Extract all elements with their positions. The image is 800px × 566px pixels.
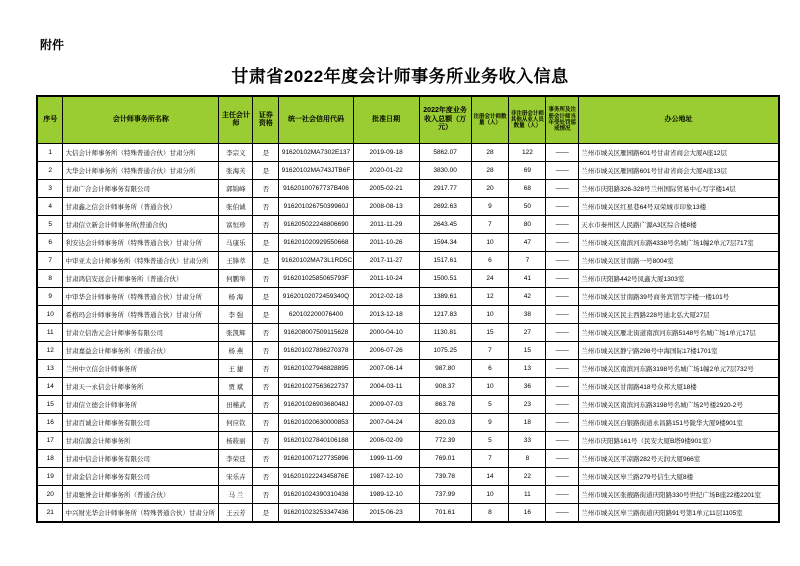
table-cell: 杨 海 — [219, 288, 253, 306]
table-cell: 2643.45 — [419, 216, 471, 234]
table-cell: —— — [546, 144, 579, 162]
table-cell: 是 — [253, 162, 279, 180]
table-cell: 68 — [509, 180, 546, 198]
table-cell: 15 — [471, 324, 509, 342]
table-cell: 兰州市庆阳路161号（民安大厦B塔9楼901室） — [579, 432, 779, 450]
table-cell: 5 — [471, 432, 509, 450]
table-cell: 利安达会计师事务所（特殊普通合伙）甘肃分所 — [63, 234, 219, 252]
table-cell: —— — [546, 234, 579, 252]
table-cell: —— — [546, 198, 579, 216]
table-cell: 甘肃立信浩元会计师事务有限公司 — [63, 324, 219, 342]
column-header: 主任会计师 — [219, 96, 253, 144]
table-cell: 何鹏举 — [219, 270, 253, 288]
table-cell: 是 — [253, 306, 279, 324]
table-cell: 大信会计师事务所（特殊普通合伙）甘肃分所 — [63, 144, 219, 162]
table-cell: 中审华会计师事务所（特殊普通合伙）甘肃分所 — [63, 288, 219, 306]
table-cell: 916201023253347436 — [279, 504, 353, 523]
table-cell: 2006-07-26 — [353, 342, 419, 360]
table-cell: 2006-02-09 — [353, 432, 419, 450]
table-cell: 2020-01-22 — [353, 162, 419, 180]
table-cell: 91620100767737B406 — [279, 180, 353, 198]
table-cell: 兰州市城关区张掖路街道庆阳路330号世纪广场B座22楼2201室 — [579, 486, 779, 504]
table-cell: 737.99 — [419, 486, 471, 504]
table-cell: 916201027840106188 — [279, 432, 353, 450]
table-cell: 否 — [253, 324, 279, 342]
table-cell: 是 — [253, 144, 279, 162]
table-cell: 916201027563622737 — [279, 378, 353, 396]
table-cell: 2 — [37, 162, 63, 180]
table-cell: 47 — [509, 234, 546, 252]
table-cell: —— — [546, 180, 579, 198]
table-cell: 11 — [37, 324, 63, 342]
table-cell: 否 — [253, 270, 279, 288]
table-cell: 甘肃鸿信安远会计师事务所（普通合伙） — [63, 270, 219, 288]
table-cell: 2015-06-23 — [353, 504, 419, 523]
table-cell: 41 — [509, 270, 546, 288]
table-cell: 兰州市城关区南滨河东路3198号名城广场1幢2单元7层732号 — [579, 360, 779, 378]
table-cell: 贾 斌 — [219, 378, 253, 396]
table-cell: 33 — [509, 432, 546, 450]
table-cell: 2005-02-21 — [353, 180, 419, 198]
table-cell: 916201020630000853 — [279, 414, 353, 432]
table-cell: 91620102690368048J — [279, 396, 353, 414]
table-cell: 21 — [37, 504, 63, 523]
table-cell: —— — [546, 216, 579, 234]
table-cell: 杨筱丽 — [219, 432, 253, 450]
table-cell: 42 — [509, 288, 546, 306]
table-cell: 5862.07 — [419, 144, 471, 162]
table-cell: 宋乐卉 — [219, 468, 253, 486]
table-cell: 1987-12-10 — [353, 468, 419, 486]
table-cell: 1389.61 — [419, 288, 471, 306]
table-cell: 20 — [37, 486, 63, 504]
table-row — [37, 216, 779, 234]
table-cell: 否 — [253, 468, 279, 486]
table-cell: 甘肃嘉益会计师事务所（普通合伙） — [63, 342, 219, 360]
table-row — [37, 198, 779, 216]
table-cell: 甘肃百诚会计师事务有限公司 — [63, 414, 219, 432]
table-cell: 91620102MA73L1RD5C — [279, 252, 353, 270]
table-cell: 1517.61 — [419, 252, 471, 270]
table-cell: 91620102585065793F — [279, 270, 353, 288]
table-cell: 916201007127735896 — [279, 450, 353, 468]
table-cell: 1217.83 — [419, 306, 471, 324]
table-cell: 2019-09-18 — [353, 144, 419, 162]
table-row — [37, 360, 779, 378]
table-cell: 富恒珍 — [219, 216, 253, 234]
table-cell: —— — [546, 432, 579, 450]
page-title: 甘肃省2022年度会计师事务所业务收入信息 — [231, 67, 569, 86]
table-cell: 772.39 — [419, 432, 471, 450]
table-cell: 马康乐 — [219, 234, 253, 252]
table-row — [37, 414, 779, 432]
table-header — [37, 96, 779, 144]
table-cell: 兰州市城关区甘南路39号商务宾馆写字楼一楼101号 — [579, 288, 779, 306]
table-cell: 7 — [471, 216, 509, 234]
table-cell: 兰州市城关区雁北街道南滨河东路5148号名城广场1单元17层 — [579, 324, 779, 342]
table-cell: 769.01 — [419, 450, 471, 468]
table-cell: 916201020929550668 — [279, 234, 353, 252]
table-cell: —— — [546, 252, 579, 270]
table-cell: 18 — [509, 414, 546, 432]
table-cell: —— — [546, 504, 579, 523]
table-cell: 23 — [509, 396, 546, 414]
table-cell: 1989-12-10 — [353, 486, 419, 504]
table-cell: 1500.51 — [419, 270, 471, 288]
table-cell: 9 — [471, 414, 509, 432]
table-cell: —— — [546, 468, 579, 486]
table-cell: 916208007509115628 — [279, 324, 353, 342]
table-cell: 希格玛会计师事务所（特殊普通合伙）甘肃分所 — [63, 306, 219, 324]
table-cell: 何应钦 — [219, 414, 253, 432]
revenue-table — [36, 95, 780, 523]
table-cell: 甘肃鑫之信会计师事务所（普通合伙） — [63, 198, 219, 216]
table-cell: 2011-10-26 — [353, 234, 419, 252]
table-cell: 甘肃中信会计师事务有限公司 — [63, 450, 219, 468]
table-cell: 中兴财光华会计师事务所（特殊普通合伙）甘肃分所 — [63, 504, 219, 523]
table-cell: 王 捷 — [219, 360, 253, 378]
table-row — [37, 270, 779, 288]
table-cell: —— — [546, 396, 579, 414]
table-cell: 6 — [37, 234, 63, 252]
table-cell: 908.37 — [419, 378, 471, 396]
table-cell: 甘肃信源会计师事务所 — [63, 432, 219, 450]
table-cell: 2011-11-29 — [353, 216, 419, 234]
table-cell: 916205022248806690 — [279, 216, 353, 234]
table-cell: 中审亚太会计师事务所（特殊普通合伙）甘肃分所 — [63, 252, 219, 270]
table-row — [37, 378, 779, 396]
table-cell: 3830.00 — [419, 162, 471, 180]
table-cell: 50 — [509, 198, 546, 216]
column-header: 2022年度业务收入总额（万元） — [419, 96, 471, 144]
table-cell: 1594.34 — [419, 234, 471, 252]
table-cell: 987.80 — [419, 360, 471, 378]
table-cell: 91620102675039960J — [279, 198, 353, 216]
table-cell: 18 — [37, 450, 63, 468]
table-cell: 36 — [509, 378, 546, 396]
table-cell: 2012-02-18 — [353, 288, 419, 306]
table-cell: 8 — [509, 450, 546, 468]
table-cell: 7 — [37, 252, 63, 270]
table-cell: 兰州市城关区静宁路298号中海国际17楼1701室 — [579, 342, 779, 360]
table-cell: 否 — [253, 360, 279, 378]
table-cell: —— — [546, 486, 579, 504]
table-cell: 否 — [253, 450, 279, 468]
table-cell: 620102200076400 — [279, 306, 353, 324]
table-row — [37, 144, 779, 162]
table-row — [37, 432, 779, 450]
table-cell: 1130.81 — [419, 324, 471, 342]
column-header: 事务所及注册会计师当年受处罚惩戒情况 — [546, 96, 579, 144]
table-cell: 916201024390310438 — [279, 486, 353, 504]
table-cell: 2011-10-24 — [353, 270, 419, 288]
table-cell: —— — [546, 378, 579, 396]
table-cell: 甘肃广合会计师事务有限公司 — [63, 180, 219, 198]
table-cell: 14 — [471, 468, 509, 486]
column-header: 序号 — [37, 96, 63, 144]
table-cell: 20 — [471, 180, 509, 198]
table-cell: 2007-06-14 — [353, 360, 419, 378]
table-cell: 10 — [471, 486, 509, 504]
table-cell: —— — [546, 324, 579, 342]
table-cell: 12 — [471, 288, 509, 306]
table-cell: 兰州市城关区民主西路228号迪北弘大厦27层 — [579, 306, 779, 324]
table-cell: 28 — [471, 144, 509, 162]
table-cell: 91620102224345876E — [279, 468, 353, 486]
table-cell: 16 — [509, 504, 546, 523]
table-cell: 2000-04-10 — [353, 324, 419, 342]
column-header: 注册会计师数量（人） — [471, 96, 509, 144]
table-row — [37, 486, 779, 504]
table-cell: 兰州市城关区甘南路418号众邦大厦18楼 — [579, 378, 779, 396]
table-cell: 17 — [37, 432, 63, 450]
table-cell: 7 — [509, 252, 546, 270]
table-cell: 张凯辉 — [219, 324, 253, 342]
table-cell: 兰州中立信会计师事务所 — [63, 360, 219, 378]
table-cell: 5 — [471, 396, 509, 414]
table-cell: 1075.25 — [419, 342, 471, 360]
table-cell: 38 — [509, 306, 546, 324]
table-cell: 兰州市庆阳路326-328号兰州国际贸易中心写字楼14层 — [579, 180, 779, 198]
table-row — [37, 306, 779, 324]
table-cell: 2009-07-03 — [353, 396, 419, 414]
table-cell: 91620102MA743JTB6F — [279, 162, 353, 180]
table-cell: 否 — [253, 432, 279, 450]
table-cell: 19 — [37, 468, 63, 486]
table-cell: 69 — [509, 162, 546, 180]
table-cell: 甘肃天一永信会计师事务所 — [63, 378, 219, 396]
table-cell: 兰州市城关区红星巷64号双荣城市印象13楼 — [579, 198, 779, 216]
table-cell: 6 — [471, 360, 509, 378]
table-cell: 张海芙 — [219, 162, 253, 180]
table-cell: 12 — [37, 342, 63, 360]
table-cell: 天水市秦州区人民路广源A3区综合楼8楼 — [579, 216, 779, 234]
table-row — [37, 234, 779, 252]
table-cell: 否 — [253, 414, 279, 432]
table-cell: 7 — [471, 450, 509, 468]
table-cell: —— — [546, 270, 579, 288]
table-cell: 91620102MA7302E137 — [279, 144, 353, 162]
table-cell: 13 — [37, 360, 63, 378]
table-cell: 11 — [509, 486, 546, 504]
table-cell: 甘肃信立德会计师事务所 — [63, 396, 219, 414]
table-cell: 14 — [37, 378, 63, 396]
table-cell: 22 — [509, 468, 546, 486]
column-header: 证券资格 — [253, 96, 279, 144]
table-cell: 2017-11-27 — [353, 252, 419, 270]
table-cell: 兰州市城关区雁园路601号甘肃省商会大厦A座13层 — [579, 162, 779, 180]
column-header: 办公地址 — [579, 96, 779, 144]
table-cell: 李 强 — [219, 306, 253, 324]
table-cell: —— — [546, 414, 579, 432]
table-cell: 甘肃信立新会计师事务所(普通合伙) — [63, 216, 219, 234]
table-cell: 820.03 — [419, 414, 471, 432]
table-cell: 王云芳 — [219, 504, 253, 523]
table-cell: 8 — [37, 270, 63, 288]
table-cell: 2004-03-11 — [353, 378, 419, 396]
table-cell: 马 兰 — [219, 486, 253, 504]
table-cell: 3 — [37, 180, 63, 198]
table-cell: 122 — [509, 144, 546, 162]
attachment-label: 附件 — [40, 38, 65, 52]
table-cell: 2917.77 — [419, 180, 471, 198]
table-cell: 兰州市城关区皋兰路279号信生大厦8楼 — [579, 468, 779, 486]
table-cell: 否 — [253, 396, 279, 414]
table-cell: 10 — [471, 306, 509, 324]
table-cell: 是 — [253, 234, 279, 252]
table-cell: 8 — [471, 504, 509, 523]
table-body — [37, 144, 779, 523]
table-cell: 916201027948828895 — [279, 360, 353, 378]
table-cell: 否 — [253, 198, 279, 216]
table-cell: 9 — [37, 288, 63, 306]
table-cell: 甘肃驰誉会计师事务所（普通合伙） — [63, 486, 219, 504]
table-cell: 2013-12-18 — [353, 306, 419, 324]
table-cell: 28 — [471, 162, 509, 180]
table-cell: 是 — [253, 252, 279, 270]
table-cell: 否 — [253, 342, 279, 360]
table-cell: 863.78 — [419, 396, 471, 414]
table-row — [37, 468, 779, 486]
table-cell: 兰州市庆阳路442号凤鑫大厦1303室 — [579, 270, 779, 288]
table-cell: 兰州市城关区皋兰路街道庆阳路91号第1单元11层1105室 — [579, 504, 779, 523]
column-header: 统一社会信用代码 — [279, 96, 353, 144]
table-cell: 杨 燕 — [219, 342, 253, 360]
table-row — [37, 252, 779, 270]
table-cell: —— — [546, 162, 579, 180]
table-cell: 15 — [509, 342, 546, 360]
table-row — [37, 162, 779, 180]
table-cell: 2692.63 — [419, 198, 471, 216]
table-cell: 李荣廷 — [219, 450, 253, 468]
table-cell: 16 — [37, 414, 63, 432]
table-cell: 否 — [253, 486, 279, 504]
table-row — [37, 180, 779, 198]
table-row — [37, 450, 779, 468]
table-cell: 兰州市城关区甘南路一号8004室 — [579, 252, 779, 270]
table-cell: 兰州市城关区白银路街道永昌路151号陇华大厦9楼901室 — [579, 414, 779, 432]
table-cell: 是 — [253, 288, 279, 306]
table-cell: 80 — [509, 216, 546, 234]
table-cell: 郭锦峰 — [219, 180, 253, 198]
column-header: 批准日期 — [353, 96, 419, 144]
table-cell: 否 — [253, 378, 279, 396]
table-cell: 9 — [471, 198, 509, 216]
table-cell: 10 — [471, 234, 509, 252]
table-cell: 是 — [253, 504, 279, 523]
table-cell: 大华会计师事务所（特殊普通合伙）甘肃分所 — [63, 162, 219, 180]
column-header: 会计师事务所名称 — [63, 96, 219, 144]
table-cell: 否 — [253, 180, 279, 198]
table-cell: 916201027896270378 — [279, 342, 353, 360]
table-cell: 甘肃金信会计师事务有限公司 — [63, 468, 219, 486]
table-cell: 15 — [37, 396, 63, 414]
table-cell: 10 — [37, 306, 63, 324]
table-cell: 兰州市城关区雁园路601号甘肃省商会大厦A座12层 — [579, 144, 779, 162]
table-cell: 2008-08-13 — [353, 198, 419, 216]
table-cell: 10 — [471, 378, 509, 396]
table-cell: 1 — [37, 144, 63, 162]
table-cell: 7 — [471, 342, 509, 360]
table-row — [37, 396, 779, 414]
table-cell: 6 — [471, 252, 509, 270]
table-cell: 李宗义 — [219, 144, 253, 162]
table-cell: 兰州市城关区平凉路282号天润大厦966室 — [579, 450, 779, 468]
table-cell: 田槿武 — [219, 396, 253, 414]
table-cell: 否 — [253, 216, 279, 234]
table-cell: —— — [546, 288, 579, 306]
table-cell: 24 — [471, 270, 509, 288]
table-cell: 91620102072459340Q — [279, 288, 353, 306]
table-cell: —— — [546, 342, 579, 360]
table-cell: 兰州市城关区南滨河东路3198号名城广场2号楼2920-2号 — [579, 396, 779, 414]
table-cell: 4 — [37, 198, 63, 216]
table-row — [37, 504, 779, 523]
table-cell: 1999-11-09 — [353, 450, 419, 468]
table-cell: 13 — [509, 360, 546, 378]
table-row — [37, 342, 779, 360]
table-cell: 5 — [37, 216, 63, 234]
table-cell: 王锋萃 — [219, 252, 253, 270]
table-cell: 张伯诚 — [219, 198, 253, 216]
table-cell: 兰州市城关区南滨河东路4338号名城广场1幢2单元7层717室 — [579, 234, 779, 252]
table-cell: —— — [546, 360, 579, 378]
column-header: 非注册会计师其他从业人员数量（人） — [509, 96, 546, 144]
table-cell: 739.78 — [419, 468, 471, 486]
header-row — [37, 96, 779, 144]
table-cell: —— — [546, 450, 579, 468]
table-cell: 2007-04-24 — [353, 414, 419, 432]
table-row — [37, 324, 779, 342]
table-row — [37, 288, 779, 306]
table-cell: 27 — [509, 324, 546, 342]
table-cell: —— — [546, 306, 579, 324]
table-cell: 701.61 — [419, 504, 471, 523]
